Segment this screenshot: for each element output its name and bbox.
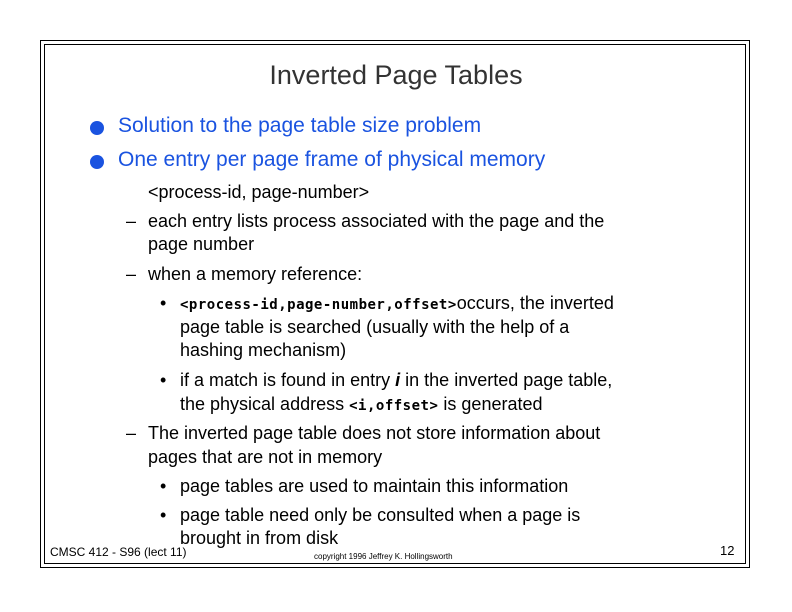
var-i: i [395,370,401,390]
sub-each-entry-line2: page number [148,234,255,254]
bullet-marker: • [160,370,167,390]
sub-not-store-line2: pages that are not in memory [148,447,383,467]
dash-marker: – [126,423,137,443]
bullet-dot-icon [90,121,104,135]
bullet-dot-icon [90,155,104,169]
bullet-marker: • [160,476,167,496]
bullet-match-line2-pre: the physical address [180,394,345,414]
bullet-consulted-line1: page table need only be consulted when a page is [180,505,581,525]
tuple-text: <process-id, page-number> [148,182,370,202]
code-i-offset: <i,offset> [349,398,439,414]
footer-copyright: copyright 1996 Jeffrey K. Hollingsworth [314,552,453,561]
footer-course: CMSC 412 - S96 (lect 11) [50,545,187,559]
bullet-page-tables-used: page tables are used to maintain this information [180,476,569,496]
sub-not-store-line1: The inverted page table does not store information about [148,423,601,443]
page-number: 12 [720,543,735,558]
bullet-match-pre: if a match is found in entry [180,370,391,390]
sub-memory-reference: when a memory reference: [148,264,363,284]
bullet-marker: • [160,293,167,313]
bullet-occurs-line3: hashing mechanism) [180,340,347,360]
bullet-match-line2-post: is generated [443,394,543,414]
sub-each-entry-line1: each entry lists process associated with the page and the [148,211,605,231]
dash-marker: – [126,211,137,231]
bullet-occurs-line2: page table is searched (usually with the help of a [180,317,570,337]
code-process-offset: <process-id,page-number,offset> [180,297,457,313]
point-solution: Solution to the page table size problem [118,114,482,137]
slide-title: Inverted Page Tables [269,60,523,90]
bullet-match-line1 [180,369,612,391]
bullet-consulted-line2: brought in from disk [180,528,339,548]
point-one-entry: One entry per page frame of physical memory [118,148,546,171]
bullet-marker: • [160,505,167,525]
bullet-match-line2 [180,393,543,417]
dash-marker: – [126,264,137,284]
bullet-occurs-rest: occurs, the inverted [456,293,614,313]
bullet-occurs-line1 [180,292,614,316]
bullet-match-post: in the inverted page table, [405,370,613,390]
